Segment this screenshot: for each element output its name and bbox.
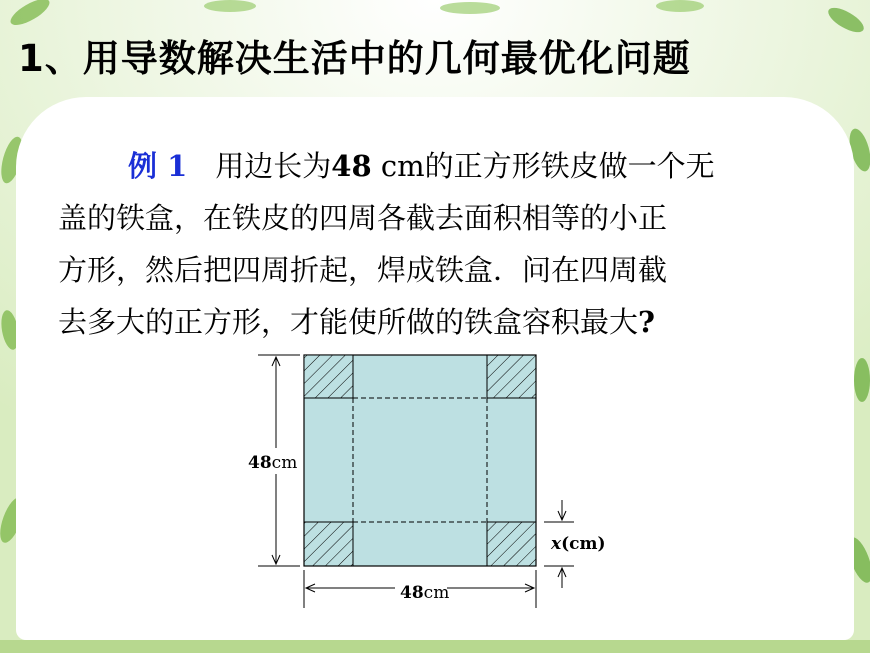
x-dimension-label: x(cm): [551, 534, 606, 554]
bottom-dimension-label: 48cm: [400, 583, 450, 603]
side-length-value: 48: [331, 149, 372, 183]
question-mark: ?: [638, 305, 656, 339]
corner-hatch-bottom-right: [487, 522, 536, 566]
problem-line-1-post: 的正方形铁皮做一个无: [424, 149, 715, 183]
problem-line-1-pre: 用边长为: [215, 149, 332, 183]
problem-line-3: 方形，然后把四周折起，焊成铁盒．问在四周截: [58, 253, 668, 287]
example-label: 例 1: [128, 149, 188, 183]
problem-line-2: 盖的铁盒，在铁皮的四周各截去面积相等的小正: [58, 201, 668, 235]
problem-line-4-text: 去多大的正方形，才能使所做的铁盒容积最大: [58, 305, 639, 339]
side-length-unit: cm: [371, 149, 425, 183]
corner-hatch-bottom-left: [304, 522, 353, 566]
slide-title: 1、用导数解决生活中的几何最优化问题: [18, 37, 691, 80]
left-dimension-label: 48cm: [248, 453, 298, 473]
corner-hatch-top-right: [487, 355, 536, 398]
corner-hatch-top-left: [304, 355, 353, 398]
